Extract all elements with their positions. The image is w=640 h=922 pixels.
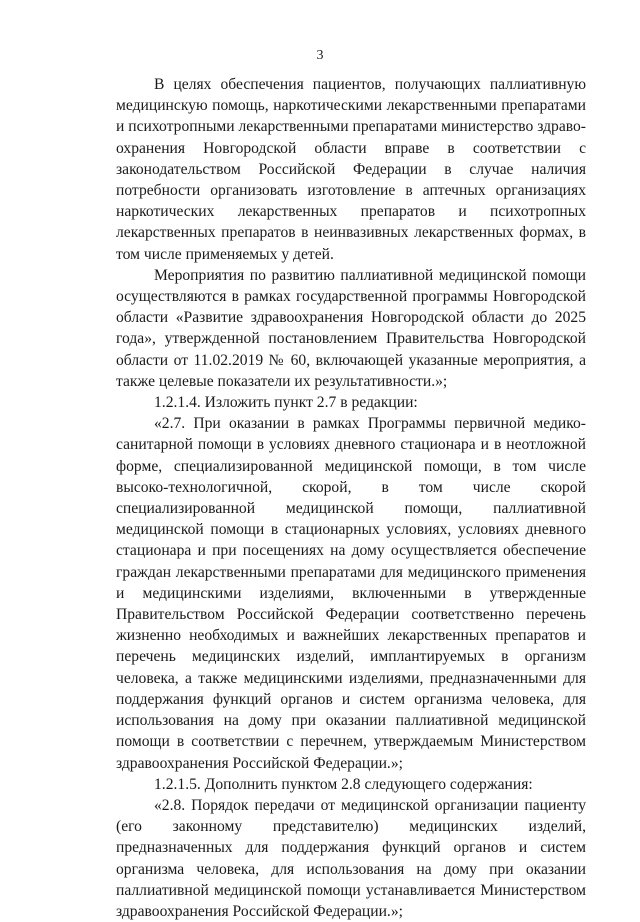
paragraph-amendment-1-2-1-5: 1.2.1.5. Дополнить пунктом 2.8 следующего содержания: bbox=[154, 775, 533, 793]
paragraph-amendment-1-2-1-4: 1.2.1.4. Изложить пункт 2.7 в редакции: bbox=[154, 394, 418, 412]
paragraph-clause-2-7: «2.7. При оказании в рамках Программы первичной медико-санитарной помощи в условиях дневного стационара и в неотложной форме, специализированной медицинской помощи, в том числе высоко-технологичной, скорой, в том числе скорой специализированной медицинской помощи, паллиативной медицинской помощи в стационарных условиях, условиях дневного стационара и при посещениях на дому осуществляется обеспечение граждан лекарственными препаратами для медицинского применения и медицинскими изделиями, включенными в утвержденные Правительством Российской Федерации соответственно перечень жизненно необходимых и важнейших лекарственных препаратов и перечень медицинских изделий, имплантируемых в организм человека, а также медицинскими изделиями, предназначенными для поддержания функций органов и систем организма человека, для использования на дому при оказании паллиативной медицинской помощи в соответствии с перечнем, утверждаемым Министерством здравоохранения Российской Федерации.»; bbox=[116, 415, 586, 772]
page-number: 3 bbox=[316, 48, 324, 63]
document-body bbox=[116, 74, 586, 922]
paragraph-program-measures: Мероприятия по развитию паллиативной медицинской помощи осуществляются в рамках государственной программы Новгородской области «Развитие здравоохранения Новгородской области до 2025 года», утвержденной постановлением Правительства Новгородской области от 11.02.2019 № 60, включающей указанные мероприятия, а также целевые показатели их результативности.»; bbox=[116, 266, 586, 390]
paragraph-palliative-drugs: В целях обеспечения пациентов, получающих паллиативную медицинскую помощь, наркотическими лекарственными препаратами и психотропными лекарственными препаратами министерство здраво-охранения Новгородской области вправе в соответствии с законодательством Российской Федерации в случае наличия потребности организовать изготовление в аптечных организациях наркотических лекарственных препаратов и психотропных лекарственных препаратов в неинвазивных лекарственных формах, в том числе применяемых у детей. bbox=[116, 76, 586, 263]
paragraph-clause-2-8: «2.8. Порядок передачи от медицинской организации пациенту (его законному представителю) медицинских изделий, предназначенных для поддержания функций органов и систем организма человека, для использования на дому при оказании паллиативной медицинской помощи устанавливается Министерством здравоохранения Российской Федерации.»; bbox=[116, 796, 586, 920]
